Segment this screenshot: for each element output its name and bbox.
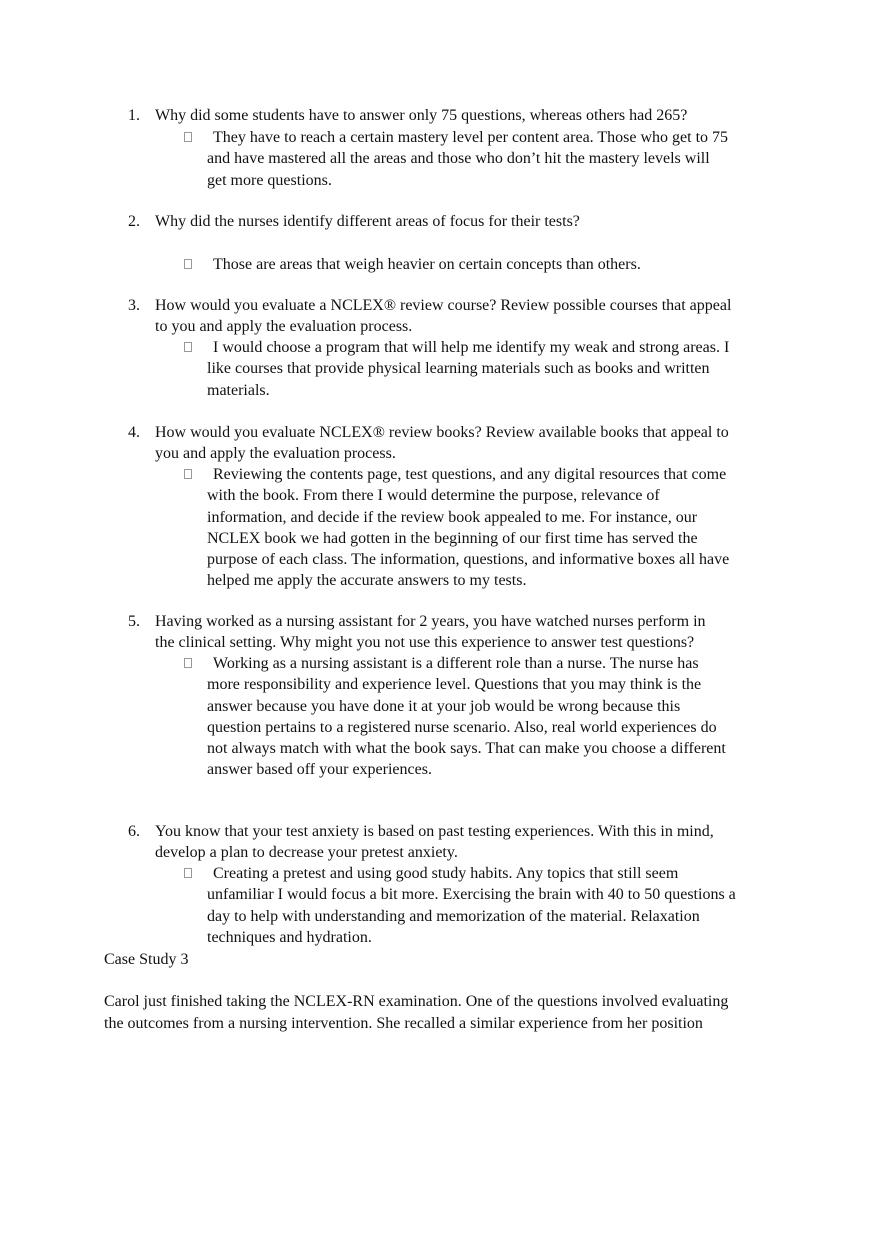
paragraph-line: the outcomes from a nursing intervention. She recalled a similar experience from her position xyxy=(104,1014,703,1032)
answer-line: unfamiliar I would focus a bit more. Exercising the brain with 40 to 50 questions a xyxy=(207,886,736,904)
bullet-box-icon xyxy=(184,342,192,352)
answer-line: answer because you have done it at your job would be wrong because this xyxy=(207,697,681,715)
bullet-box-icon xyxy=(184,469,192,479)
answer-bullet-item xyxy=(207,464,729,592)
bullet-box-icon xyxy=(184,259,192,269)
question-number: 2. xyxy=(128,213,140,230)
answer-line: I would choose a program that will help me identify my weak and strong areas. I xyxy=(213,339,730,356)
answer-line: Working as a nursing assistant is a different role than a nurse. The nurse has xyxy=(213,655,699,672)
question-line: Why did some students have to answer only 75 questions, whereas others had 265? xyxy=(155,107,688,124)
paragraph-line: Carol just finished taking the NCLEX-RN examination. One of the questions involved evaluating xyxy=(104,993,729,1010)
answer-line: materials. xyxy=(207,381,270,399)
question-line: to you and apply the evaluation process. xyxy=(155,318,413,336)
answer-line: get more questions. xyxy=(207,171,332,189)
question-number: 4. xyxy=(128,424,140,441)
answer-line: NCLEX book we had gotten in the beginning of our first time has served the xyxy=(207,529,698,547)
bullet-box-icon xyxy=(184,658,192,668)
answer-line: and have mastered all the areas and those who don’t hit the mastery levels will xyxy=(207,150,710,168)
answer-bullet-item xyxy=(207,337,729,401)
bullet-box-icon xyxy=(184,868,192,878)
answer-line: They have to reach a certain mastery level per content area. Those who get to 75 xyxy=(213,129,729,146)
question-number: 6. xyxy=(128,823,140,840)
question-line: you and apply the evaluation process. xyxy=(155,445,396,463)
answer-line: Reviewing the contents page, test questions, and any digital resources that come xyxy=(213,466,727,483)
answer-line: answer based off your experiences. xyxy=(207,761,432,779)
answer-bullet-item xyxy=(207,863,736,948)
question-line: the clinical setting. Why might you not use this experience to answer test questions? xyxy=(155,634,695,652)
answer-line: helped me apply the accurate answers to my tests. xyxy=(207,572,527,590)
answer-line: more responsibility and experience level. Questions that you may think is the xyxy=(207,676,702,694)
question-number: 1. xyxy=(128,107,140,124)
answer-line: purpose of each class. The information, questions, and informative boxes all have xyxy=(207,551,730,569)
question-line: How would you evaluate NCLEX® review books? Review available books that appeal to xyxy=(155,424,729,441)
case-study-heading: Case Study 3 xyxy=(104,951,189,968)
question-line: You know that your test anxiety is based on past testing experiences. With this in mind, xyxy=(155,823,714,840)
question-text xyxy=(155,422,729,465)
answer-bullet-item xyxy=(207,127,728,191)
question-line: Why did the nurses identify different areas of focus for their tests? xyxy=(155,213,580,230)
question-number: 3. xyxy=(128,297,140,314)
answer-line: like courses that provide physical learning materials such as books and written xyxy=(207,360,710,378)
answer-line: Creating a pretest and using good study habits. Any topics that still seem xyxy=(213,865,679,882)
question-text xyxy=(155,105,687,126)
question-number: 5. xyxy=(128,613,140,630)
answer-line: techniques and hydration. xyxy=(207,928,372,946)
answer-bullet-item xyxy=(207,254,641,275)
answer-line: Those are areas that weigh heavier on certain concepts than others. xyxy=(213,256,641,273)
answer-bullet-item xyxy=(207,653,726,781)
answer-line: question pertains to a registered nurse scenario. Also, real world experiences do xyxy=(207,718,717,736)
question-text xyxy=(155,295,731,338)
answer-line: day to help with understanding and memorization of the material. Relaxation xyxy=(207,907,700,925)
bullet-box-icon xyxy=(184,132,192,142)
question-line: How would you evaluate a NCLEX® review course? Review possible courses that appeal xyxy=(155,297,732,314)
question-line: Having worked as a nursing assistant for 2 years, you have watched nurses perform in xyxy=(155,613,706,630)
answer-line: information, and decide if the review book appealed to me. For instance, our xyxy=(207,508,698,526)
question-line: develop a plan to decrease your pretest anxiety. xyxy=(155,844,458,862)
case-study-paragraph xyxy=(104,991,728,1034)
answer-line: not always match with what the book says. That can make you choose a different xyxy=(207,740,726,758)
question-text xyxy=(155,611,706,654)
question-text xyxy=(155,211,580,232)
question-text xyxy=(155,821,714,864)
answer-line: with the book. From there I would determine the purpose, relevance of xyxy=(207,487,660,505)
